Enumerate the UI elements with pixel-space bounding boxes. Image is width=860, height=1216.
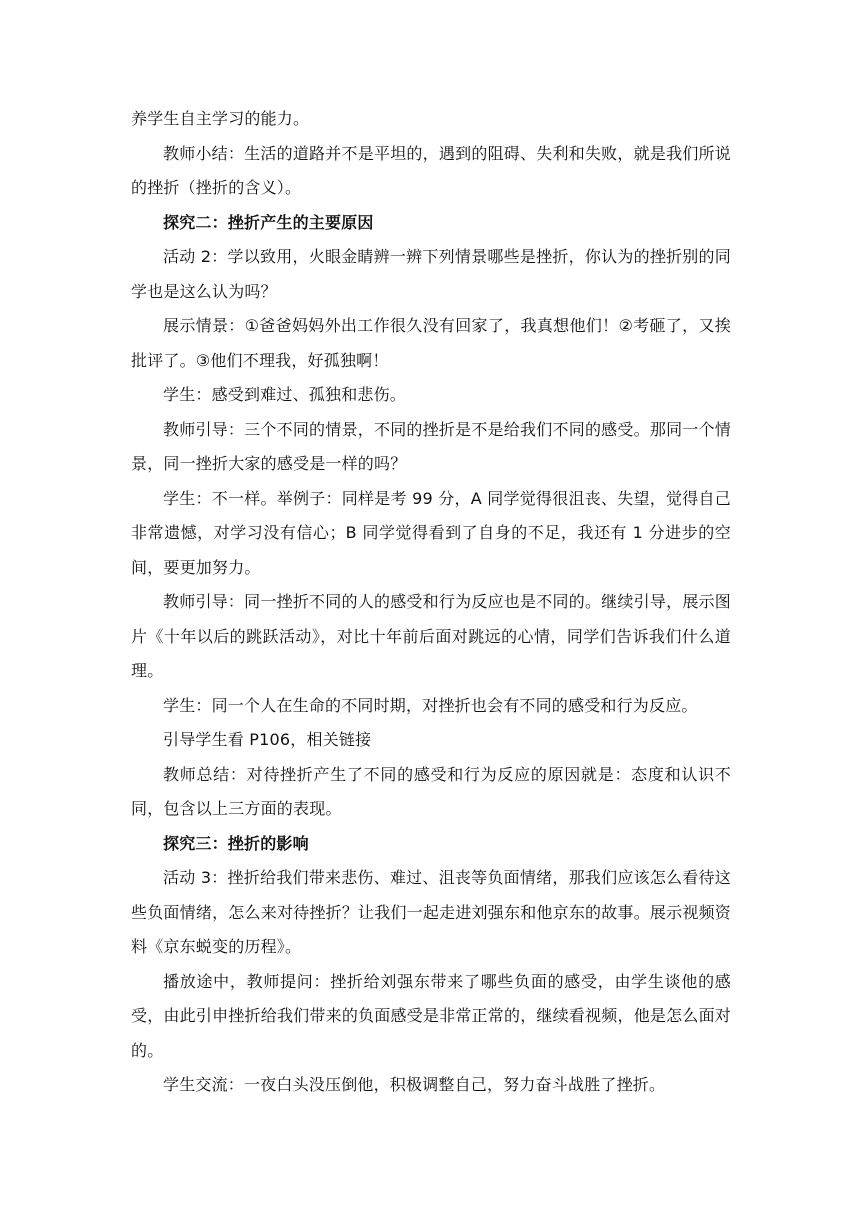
paragraph-show-scenarios: 展示情景：①爸爸妈妈外出工作很久没有回家了，我真想他们！②考砸了，又挨批评了。③他们不理我，好孤独啊！ xyxy=(131,316,731,370)
paragraph-student-reflection: 学生：同一个人在生命的不同时期，对挫折也会有不同的感受和行为反应。 xyxy=(163,695,698,715)
paragraph-student-feelings: 学生：感受到难过、孤独和悲伤。 xyxy=(163,385,407,404)
section-heading-explore-two: 探究二：挫折产生的主要原因 xyxy=(163,212,374,232)
paragraph-teacher-conclusion: 教师总结：对待挫折产生了不同的感受和行为反应的原因就是：态度和认识不同，包含以上三方面的表现。 xyxy=(131,764,731,818)
paragraph-guide-page-link: 引导学生看 P106，相关链接 xyxy=(163,730,372,749)
document-body xyxy=(131,102,731,1103)
paragraph-teacher-question: 播放途中，教师提问：挫折给刘强东带来了哪些负面的感受，由学生谈他的感受，由此引申挫折给我们带来的负面感受是非常正常的，继续看视频，他是怎么面对的。 xyxy=(131,971,731,1060)
paragraph-activity-three: 活动 3：挫折给我们带来悲伤、难过、沮丧等负面情绪，那我们应该怎么看待这些负面情绪，怎么来对待挫折？让我们一起走进刘强东和他京东的故事。展示视频资料《京东蜕变的历程》。 xyxy=(131,868,731,956)
paragraph-teacher-guide-two: 教师引导：同一挫折不同的人的感受和行为反应也是不同的。继续引导，展示图片《十年以后的跳跃活动》，对比十年前后面对跳远的心情，同学们告诉我们什么道理。 xyxy=(131,592,731,680)
paragraph-teacher-guide-one: 教师引导：三个不同的情景，不同的挫折是不是给我们不同的感受。那同一个情景，同一挫折大家的感受是一样的吗？ xyxy=(131,419,731,473)
paragraph-student-discussion: 学生交流：一夜白头没压倒他，积极调整自己，努力奋斗战胜了挫折。 xyxy=(163,1075,666,1094)
paragraph-continuation: 养学生自主学习的能力。 xyxy=(131,109,310,128)
section-heading-explore-three: 探究三：挫折的影响 xyxy=(163,833,309,853)
paragraph-activity-two: 活动 2：学以致用，火眼金睛辨一辨下列情景哪些是挫折，你认为的挫折别的同学也是这么认为吗？ xyxy=(131,247,731,301)
paragraph-teacher-summary: 教师小结：生活的道路并不是平坦的，遇到的阻碍、失利和失败，就是我们所说的挫折（挫折的含义）。 xyxy=(131,143,731,197)
paragraph-student-example: 学生：不一样。举例子：同样是考 99 分，A 同学觉得很沮丧、失望，觉得自己非常遗憾，对学习没有信心；B 同学觉得看到了自身的不足，我还有 1 分进步的空间，要更加努力。 xyxy=(131,488,731,577)
